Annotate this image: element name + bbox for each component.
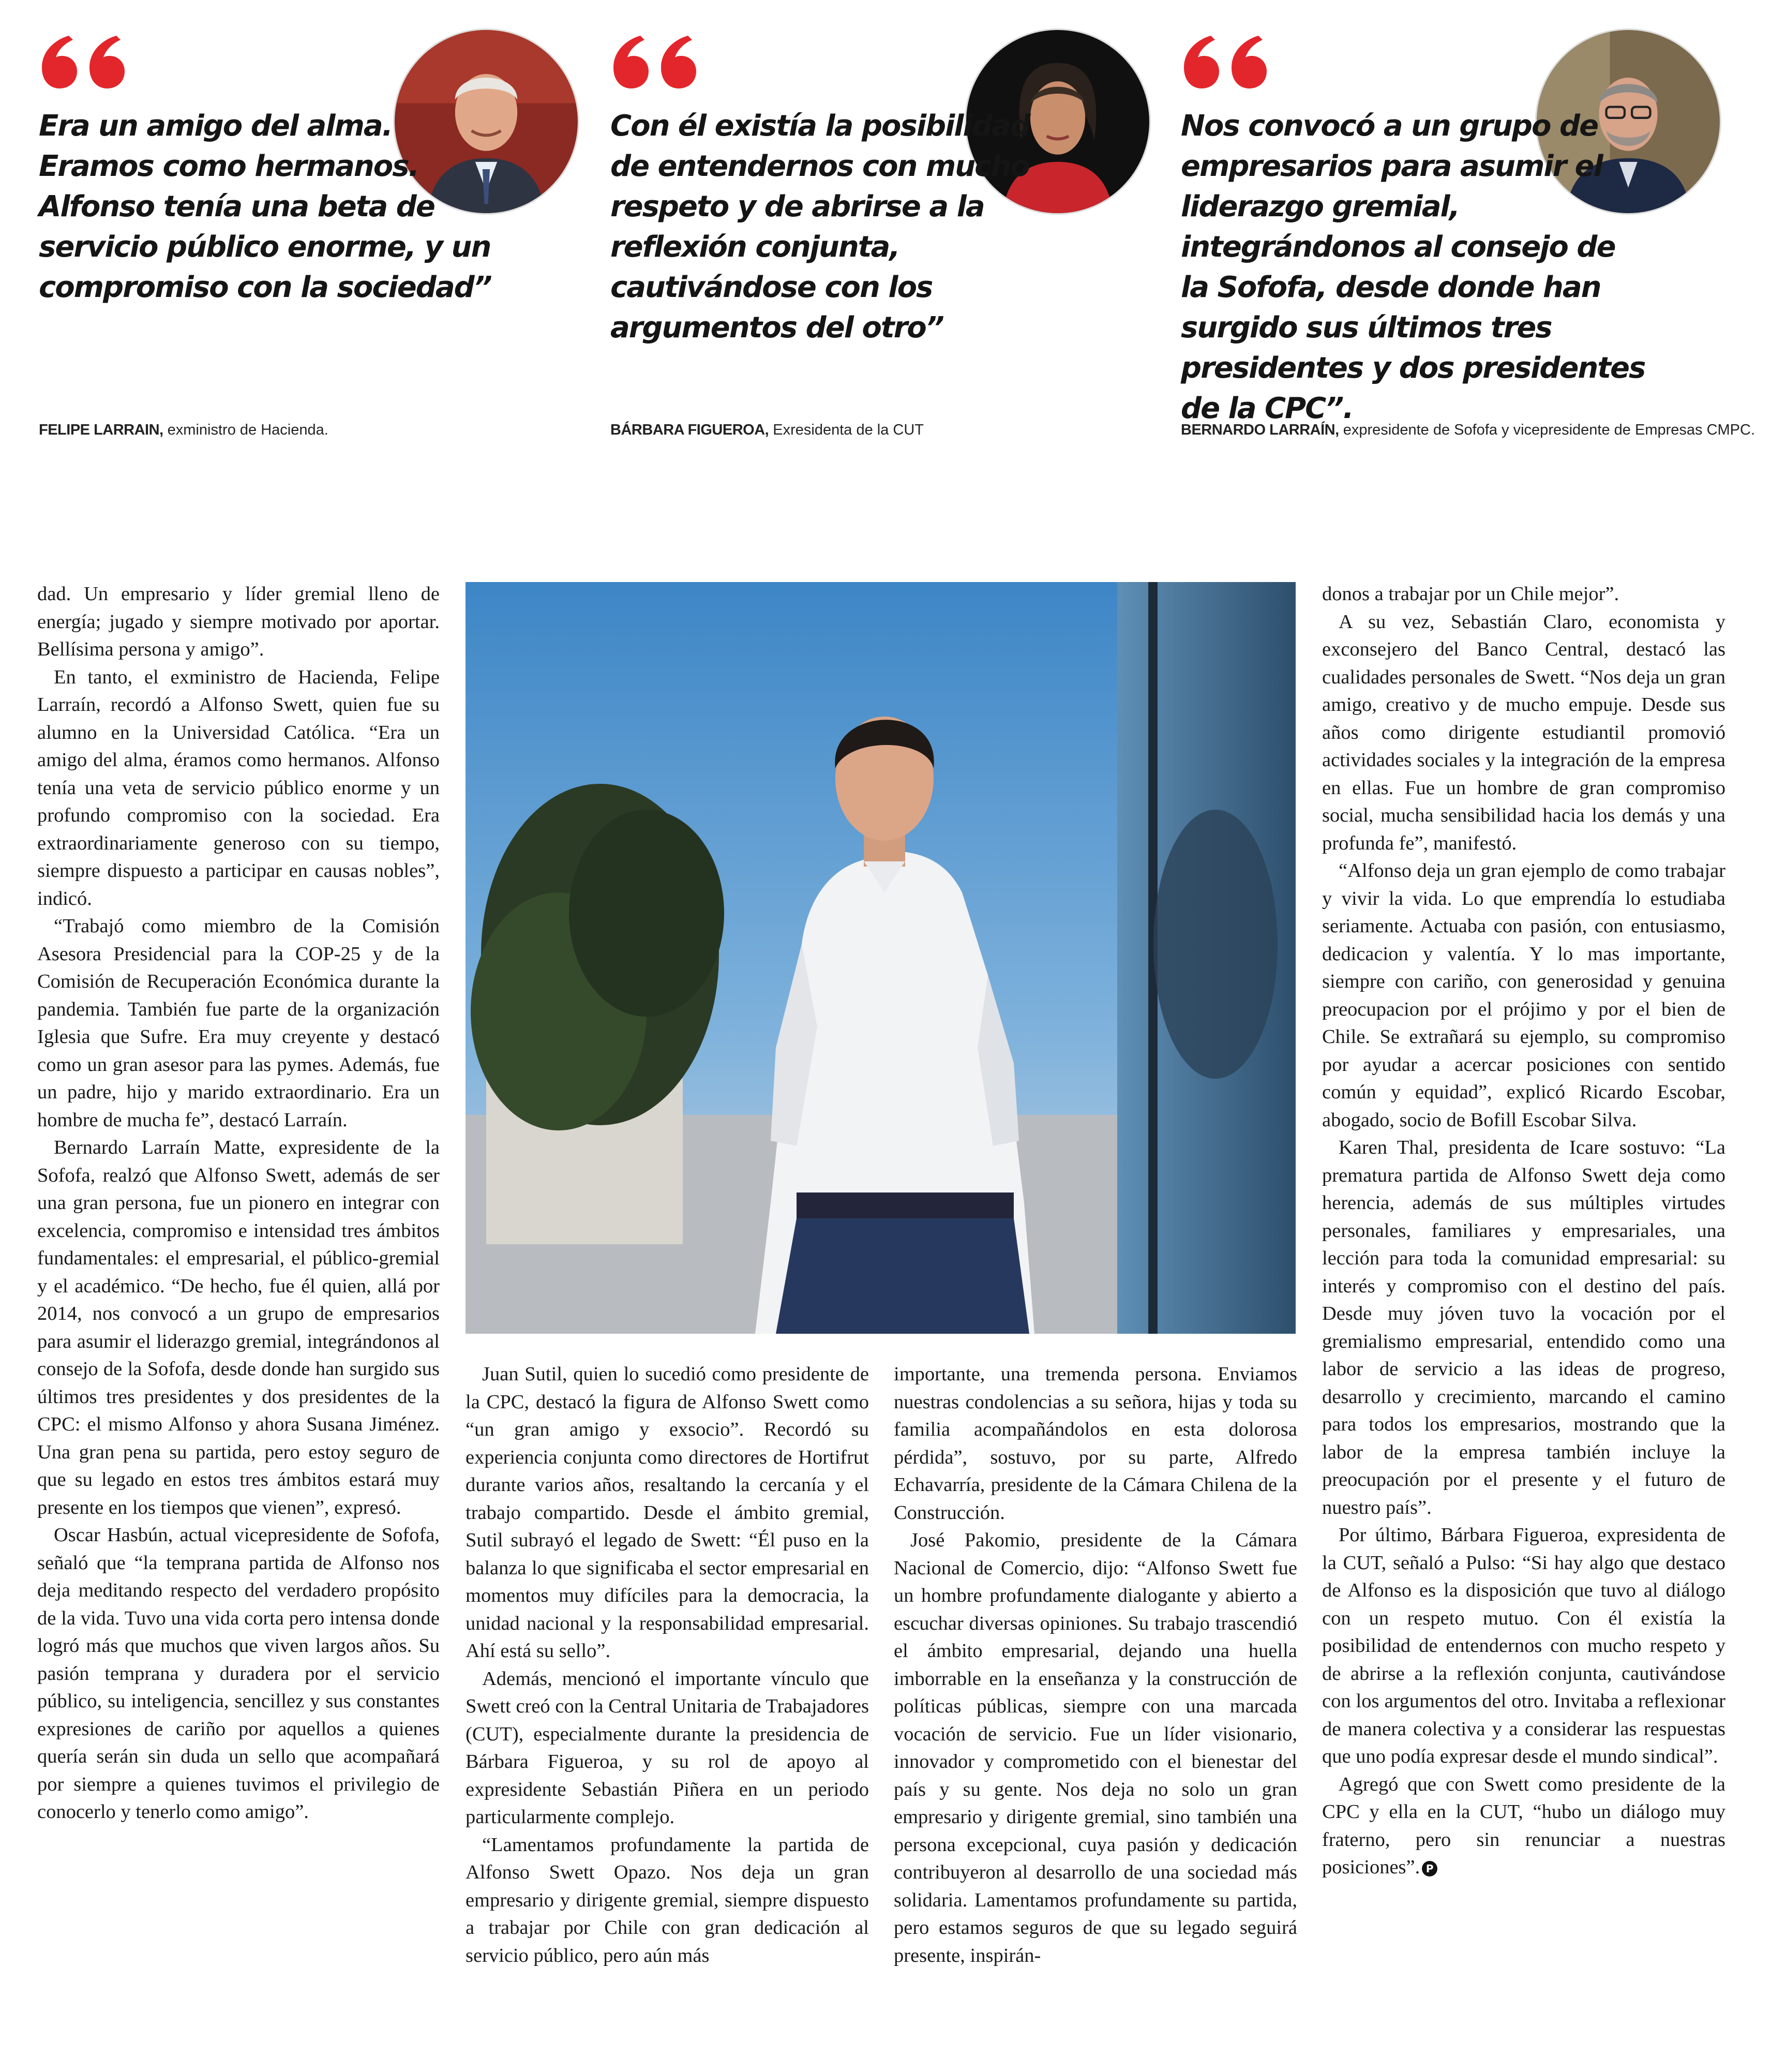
article-paragraph: Oscar Hasbún, actual vicepresidente de Sofofa, señaló que “la temprana partida de Alfonso nos deja meditando respecto del verdadero propósito de la vida. Tuvo una vida corta pero intensa donde logró más que muchos que viven largos años. Su pasión temprana y duradera por el servicio público, su inteligencia, sencillez y sus constantes expresiones de cariño por aquellos a quienes quería serán sin duda un sello que acompañará por siempre a quienes tuvimos el privilegio de conocerlo y tenerlo como amigo”. — [37, 1524, 440, 1823]
article-column-2 — [466, 1361, 869, 2008]
quote-block-felipe-larrain — [39, 21, 566, 466]
closing-paragraph-text: Agregó que con Swett como presidente de la CPC y ella en la CUT, “hubo un diálogo muy fraterno, pero sin renunciar a nuestras posiciones”. — [1322, 1773, 1725, 1878]
quotation-mark-icon — [1181, 34, 1269, 91]
quotation-mark-icon — [39, 34, 127, 91]
article-paragraph: En tanto, el exministro de Hacienda, Felipe Larraín, recordó a Alfonso Swett, quien fue su alumno en la Universidad Católica. “Era un amigo del alma, éramos como hermanos. Alfonso tenía una veta de servicio público enorme y un profundo compromiso con la sociedad. Era extraordinariamente generoso con su tiempo, siempre dispuesto a participar en causas nobles”, indicó. — [37, 666, 440, 910]
article-paragraph: importante, una tremenda persona. Enviamos nuestras condolencias a su señora, hijas y toda su familia acompañándolos en esta dolorosa pérdida”, sostuvo, por su parte, Alfredo Echavarría, presidente de la Cámara Chilena de la Construcción. — [894, 1363, 1297, 1524]
quote-text: Era un amigo del alma. Eramos como hermanos. Alfonso tenía una beta de servicio público enorme, y un compromiso con la sociedad” — [39, 109, 491, 304]
article-paragraph — [1322, 1771, 1725, 1882]
attribution-role: exministro de Hacienda. — [163, 422, 328, 438]
article-paragraph: Además, mencionó el importante vínculo que Swett creó con la Central Unitaria de Trabajadores (CUT), especialmente durante la presidencia de Bárbara Figueroa, y su rol de apoyo al expresidente Sebastián Piñera en un periodo particularmente complejo. — [466, 1667, 869, 1828]
article-paragraph: José Pakomio, presidente de la Cámara Nacional de Comercio, dijo: “Alfonso Swett fue un hombre profundamente dialogante y abierto a escuchar diversas opiniones. Su trabajo trascendió el ámbito empresarial, dejando una huella imborrable en la enseñanza y la construcción de políticas públicas, siempre con una marcada vocación de servicio. Fue un líder visionario, innovador y comprometido con el bienestar del país y su gente. Nos deja no solo un gran empresario y dirigente gremial, sino también una persona excepcional, cuya pasión y dedicación contribuyeron al desarrollo de una sociedad más solidaria. Lamentamos profundamente su partida, pero estamos seguros de que su legado seguirá presente, inspirán- — [894, 1529, 1297, 1966]
alfonso-swett-photo — [466, 582, 1296, 1334]
attribution-name: FELIPE LARRAIN, — [39, 422, 163, 438]
quote-attribution — [39, 422, 328, 439]
article-paragraph: “Lamentamos profundamente la partida de Alfonso Swett Opazo. Nos deja un gran empresario y dirigente gremial, siempre dispuesto a trabajar por Chile con gran dedicación al servicio público, pero aún más — [466, 1834, 869, 1966]
end-of-article-icon: P — [1422, 1861, 1437, 1876]
article-column-1 — [37, 580, 440, 2008]
article-column-3 — [894, 1361, 1297, 2008]
quote-attribution — [610, 422, 924, 439]
article-paragraph: Karen Thal, presidenta de Icare sostuvo: “La prematura partida de Alfonso Swett deja como herencia, además de sus múltiples virtudes personales, familiares y empresariales, una lección para toda la comunidad empresarial: su interés y compromiso con el destino del país. Desde muy jóven tuvo la vocación por el gremialismo empresarial, entendido como una labor de servicio a las ideas de progreso, desarrollo y crecimiento, marcando el camino para todos los empresarios, mostrando que la labor de la empresa también incluye la preocupación por el presente y el futuro de nuestro país”. — [1322, 1137, 1725, 1518]
article-paragraph: Juan Sutil, quien lo sucedió como presidente de la CPC, destacó la figura de Alfonso Swett como “un gran amigo y exsocio”. Recordó su experiencia conjunta como directores de Hortifrut durante varios años, resaltando la cercanía y el trabajo compartido. Desde el ámbito gremial, Sutil subrayó el legado de Swett: “Él puso en la balanza lo que significaba el sector empresarial en momentos muy difíciles para la democracia, la unidad nacional y la responsabilidad empresarial. Ahí está su sello”. — [466, 1363, 869, 1662]
article-paragraph: Por último, Bárbara Figueroa, expresidenta de la CUT, señaló a Pulso: “Si hay algo que destaco de Alfonso es la disposición que tuvo al diálogo con un respeto mutuo. Con él existía la posibilidad de entendernos con mucho respeto y de abrirse a la reflexión conjunta, cautivándose con los argumentos del otro. Invitaba a reflexionar de manera colectiva y a considerar las respuestas que uno podía expresar desde el mundo sindical”. — [1322, 1524, 1725, 1767]
article-paragraph: A su vez, Sebastián Claro, economista y exconsejero del Banco Central, destacó las cualidades personales de Swett. “Nos deja un gran amigo, creativo y de mucho empuje. Desde sus años como dirigente estudiantil promovió actividades sociales y la integración de la empresa en ellas. Fue un hombre de gran compromiso social, mucha sensibilidad hacia los demás y una profunda fe”, manifestó. — [1322, 610, 1725, 854]
quote-text: Nos convocó a un grupo de empresarios para asumir el liderazgo gremial, integrándonos al consejo de la Sofofa, desde donde han surgido sus últimos tres presidentes y dos presidentes de la CPC”. — [1181, 109, 1645, 425]
quotation-mark-icon — [610, 34, 698, 91]
quote-block-barbara-figueroa — [610, 21, 1138, 466]
article-column-4 — [1322, 580, 1725, 2008]
quote-attribution — [1181, 422, 1755, 439]
article-paragraph: “Alfonso deja un gran ejemplo de como trabajar y vivir la vida. Lo que emprendía lo estudiaba seriamente. Actuaba con pasión, con entusiasmo, dedicacion y valentía. Y lo mas importante, siempre con cariño, con generosidad y genuina preocupacion por el prójimo y por el bien de Chile. Se extrañará su ejemplo, su compromiso por ayudar a acercar posiciones con sentido común y equidad”, explicó Ricardo Escobar, abogado, socio de Bofill Escobar Silva. — [1322, 860, 1725, 1131]
article-paragraph: donos a trabajar por un Chile mejor”. — [1322, 583, 1619, 605]
article-paragraph: Bernardo Larraín Matte, expresidente de la Sofofa, realzó que Alfonso Swett, además de ser una gran persona, fue un pionero en integrar con excelencia, compromiso e intensidad tres ámbitos fundamentales: el empresarial, el público-gremial y el académico. “De hecho, fue él quien, allá por 2014, nos convocó a un grupo de empresarios para asumir el liderazgo gremial, integrándonos al consejo de la Sofofa, desde donde han surgido sus últimos tres presidentes y dos presidentes de la CPC: el mismo Alfonso y ahora Susana Jiménez. Una gran pena su partida, pero estoy seguro de que su legado en estos tres ámbitos estará muy presente en los tiempos que vienen”, expresó. — [37, 1137, 440, 1518]
article-paragraph: dad. Un empresario y líder gremial lleno de energía; jugado y siempre motivado por aportar. Bellísima persona y amigo”. — [37, 583, 440, 660]
quote-text: Con él existía la posibilidad de entendernos con mucho respeto y de abrirse a la reflexión conjunta, cautivándose con los argumentos del otro” — [610, 109, 1030, 345]
attribution-name: BÁRBARA FIGUEROA, — [610, 422, 769, 438]
attribution-role: expresidente de Sofofa y vicepresidente de Empresas CMPC. — [1339, 422, 1755, 438]
quote-block-bernardo-larrain — [1181, 21, 1755, 466]
attribution-role: Exresidenta de la CUT — [769, 422, 924, 438]
attribution-name: BERNARDO LARRAÍN, — [1181, 422, 1339, 438]
article-paragraph: “Trabajó como miembro de la Comisión Asesora Presidencial para la COP-25 y de la Comisión de Recuperación Económica durante la pandemia. También fue parte de la organización Iglesia que Sufre. Era muy creyente y destacó como un gran asesor para las pymes. Además, fue un padre, hijo y marido extraordinario. Era un hombre de mucha fe”, destacó Larraín. — [37, 915, 440, 1131]
